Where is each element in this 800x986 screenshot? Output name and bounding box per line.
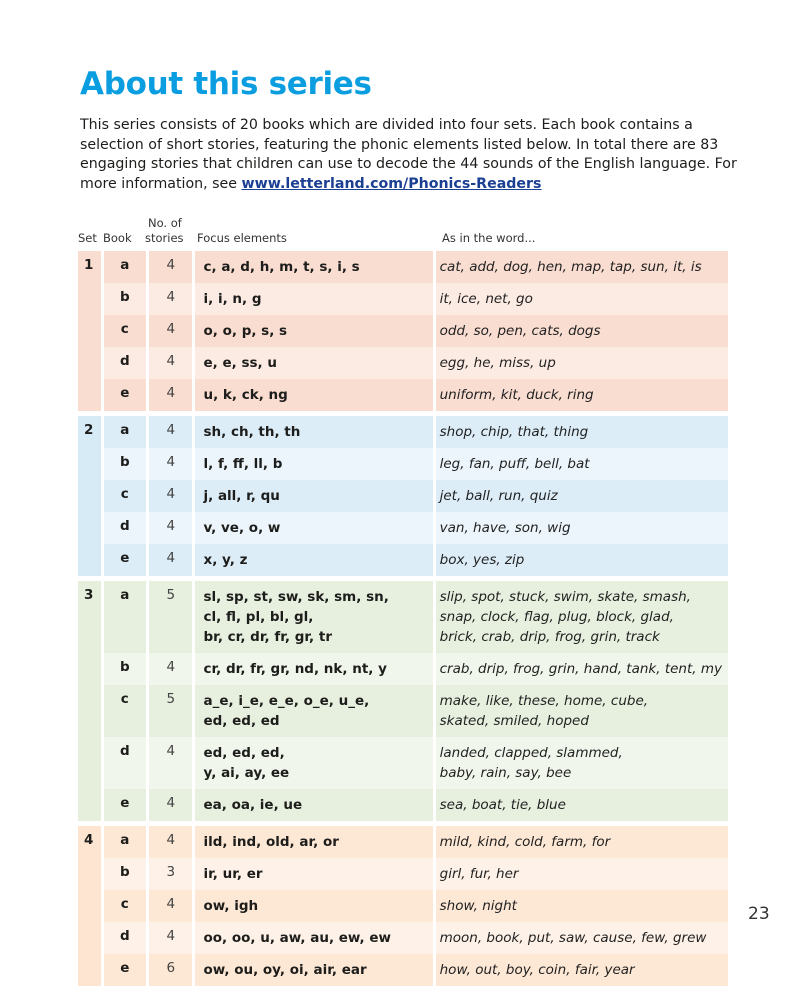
book-letter: d [104, 347, 149, 379]
stories-count: 4 [149, 890, 195, 922]
example-words: moon, book, put, saw, cause, few, grew [436, 922, 728, 954]
book-letter: c [104, 480, 149, 512]
table-row [78, 315, 728, 347]
focus-elements: ow, ou, oy, oi, air, ear [195, 954, 435, 986]
table-row [78, 826, 728, 858]
focus-elements: ed, ed, ed, y, ai, ay, ee [195, 737, 435, 789]
example-words: slip, spot, stuck, swim, skate, smash, snap, clock, flag, plug, block, glad, brick, crab, drip, frog, grin, track [436, 581, 728, 653]
example-words: girl, fur, her [436, 858, 728, 890]
set-number: 4 [78, 826, 104, 986]
stories-count: 5 [149, 581, 195, 653]
header-stories-line2: stories [145, 231, 184, 245]
table-row [78, 544, 728, 576]
focus-elements: o, o, p, s, s [195, 315, 435, 347]
focus-elements: i, i, n, g [195, 283, 435, 315]
focus-elements: sh, ch, th, th [195, 416, 435, 448]
stories-count: 6 [149, 954, 195, 986]
table-row [78, 789, 728, 821]
example-words: egg, he, miss, up [436, 347, 728, 379]
book-letter: e [104, 954, 149, 986]
example-words: show, night [436, 890, 728, 922]
header-as-in-the-word: As in the word... [442, 231, 536, 245]
intro-paragraph [80, 116, 750, 194]
table-row [78, 416, 728, 448]
phonics-readers-link[interactable]: www.letterland.com/Phonics-Readers [241, 175, 542, 192]
header-stories-line1: No. of [148, 216, 182, 230]
stories-count: 4 [149, 653, 195, 685]
book-letter: c [104, 315, 149, 347]
book-letter: b [104, 858, 149, 890]
stories-count: 4 [149, 512, 195, 544]
header-set: Set [78, 231, 97, 245]
book-letter: b [104, 448, 149, 480]
set-1-group [78, 251, 728, 416]
stories-count: 4 [149, 347, 195, 379]
book-letter: d [104, 922, 149, 954]
set-number: 2 [78, 416, 104, 576]
stories-count: 4 [149, 826, 195, 858]
stories-count: 4 [149, 480, 195, 512]
focus-elements: ea, oa, ie, ue [195, 789, 435, 821]
stories-count: 4 [149, 544, 195, 576]
book-letter: c [104, 685, 149, 737]
stories-count: 4 [149, 737, 195, 789]
example-words: leg, fan, puff, bell, bat [436, 448, 728, 480]
table-row [78, 858, 728, 890]
example-words: uniform, kit, duck, ring [436, 379, 728, 411]
book-letter: a [104, 416, 149, 448]
table-row [78, 890, 728, 922]
table-row [78, 512, 728, 544]
page-number: 23 [748, 904, 770, 924]
book-letter: d [104, 512, 149, 544]
set-3-group [78, 581, 728, 826]
focus-elements: oo, oo, u, aw, au, ew, ew [195, 922, 435, 954]
table-row [78, 283, 728, 315]
page-title: About this series [80, 66, 372, 102]
book-letter: b [104, 653, 149, 685]
stories-count: 4 [149, 283, 195, 315]
focus-elements: e, e, ss, u [195, 347, 435, 379]
example-words: van, have, son, wig [436, 512, 728, 544]
example-words: mild, kind, cold, farm, for [436, 826, 728, 858]
set-number: 3 [78, 581, 104, 821]
stories-count: 4 [149, 448, 195, 480]
focus-elements: ild, ind, old, ar, or [195, 826, 435, 858]
example-words: crab, drip, frog, grin, hand, tank, tent, my [436, 653, 728, 685]
focus-elements: ir, ur, er [195, 858, 435, 890]
example-words: odd, so, pen, cats, dogs [436, 315, 728, 347]
example-words: shop, chip, that, thing [436, 416, 728, 448]
focus-elements: j, all, r, qu [195, 480, 435, 512]
book-letter: c [104, 890, 149, 922]
focus-elements: l, f, ff, ll, b [195, 448, 435, 480]
table-row [78, 737, 728, 789]
example-words: it, ice, net, go [436, 283, 728, 315]
stories-count: 4 [149, 789, 195, 821]
book-letter: e [104, 789, 149, 821]
table-row [78, 448, 728, 480]
header-book: Book [103, 231, 132, 245]
book-letter: a [104, 581, 149, 653]
table-row [78, 653, 728, 685]
table-row [78, 922, 728, 954]
set-2-group [78, 416, 728, 581]
stories-count: 4 [149, 416, 195, 448]
header-focus-elements: Focus elements [197, 231, 287, 245]
focus-elements: sl, sp, st, sw, sk, sm, sn, cl, fl, pl, bl, gl, br, cr, dr, fr, gr, tr [195, 581, 435, 653]
focus-elements: x, y, z [195, 544, 435, 576]
focus-elements: a_e, i_e, e_e, o_e, u_e, ed, ed, ed [195, 685, 435, 737]
example-words: landed, clapped, slammed, baby, rain, say, bee [436, 737, 728, 789]
intro-text: This series consists of 20 books which are divided into four sets. Each book contains a selection of short stories, featuring the phonic elements listed below. In total there are 83 engaging stories that children can use to decode the 44 sounds of the English language. For more information, see [80, 117, 737, 192]
focus-elements: u, k, ck, ng [195, 379, 435, 411]
example-words: how, out, boy, coin, fair, year [436, 954, 728, 986]
book-letter: e [104, 544, 149, 576]
example-words: make, like, these, home, cube, skated, smiled, hoped [436, 685, 728, 737]
example-words: jet, ball, run, quiz [436, 480, 728, 512]
book-letter: a [104, 251, 149, 283]
set-4-group [78, 826, 728, 986]
stories-count: 4 [149, 251, 195, 283]
example-words: box, yes, zip [436, 544, 728, 576]
book-letter: d [104, 737, 149, 789]
table-row [78, 685, 728, 737]
focus-elements: ow, igh [195, 890, 435, 922]
table-row [78, 581, 728, 653]
table-row [78, 480, 728, 512]
table-row [78, 347, 728, 379]
example-words: sea, boat, tie, blue [436, 789, 728, 821]
table-row [78, 954, 728, 986]
set-number: 1 [78, 251, 104, 411]
stories-count: 4 [149, 379, 195, 411]
book-letter: a [104, 826, 149, 858]
focus-elements: c, a, d, h, m, t, s, i, s [195, 251, 435, 283]
focus-elements: v, ve, o, w [195, 512, 435, 544]
book-letter: b [104, 283, 149, 315]
focus-elements: cr, dr, fr, gr, nd, nk, nt, y [195, 653, 435, 685]
example-words: cat, add, dog, hen, map, tap, sun, it, is [436, 251, 728, 283]
stories-count: 4 [149, 922, 195, 954]
table-row [78, 379, 728, 411]
stories-count: 3 [149, 858, 195, 890]
book-letter: e [104, 379, 149, 411]
phonics-table [78, 251, 728, 986]
stories-count: 5 [149, 685, 195, 737]
stories-count: 4 [149, 315, 195, 347]
table-row [78, 251, 728, 283]
